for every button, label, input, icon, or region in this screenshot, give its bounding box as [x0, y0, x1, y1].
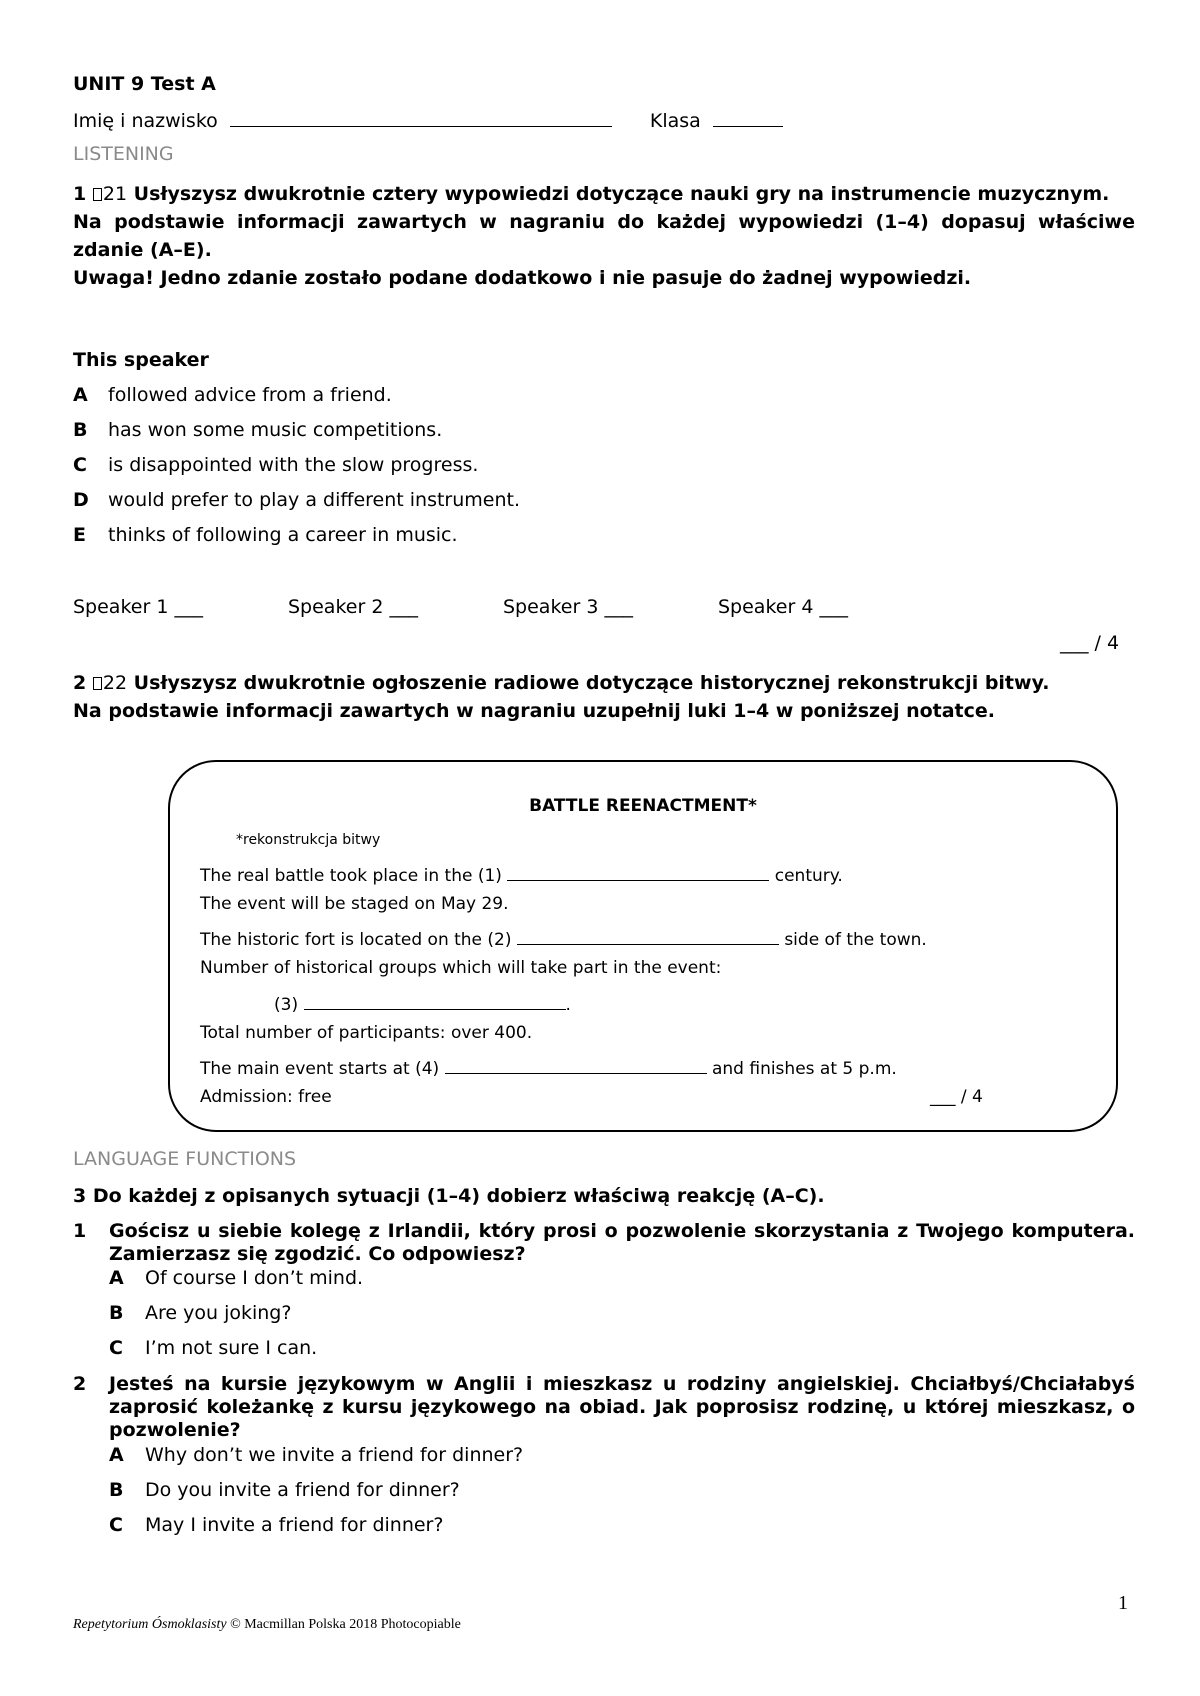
item-question: Gościsz u siebie kolegę z Irlandii, który prosi o pozwolenie skorzystania z Twojego komputera. Zamierzasz się zgodzić. Co odpowiesz? [109, 1220, 1135, 1265]
task1-instruction-1: Usłyszysz dwukrotnie cztery wypowiedzi dotyczące nauki gry na instrumencie muzycznym. [133, 183, 1110, 205]
option-text: May I invite a friend for dinner? [145, 1514, 444, 1536]
class-label: Klasa [649, 110, 701, 132]
option-text: Are you joking? [145, 1302, 292, 1324]
task2-track: 22 [102, 672, 128, 694]
task1-score: ___ / 4 [1060, 632, 1120, 654]
class-field[interactable] [713, 108, 783, 127]
note-line-1 [200, 862, 843, 886]
gap-2-field[interactable] [517, 926, 779, 945]
item-number: 1 [73, 1220, 87, 1242]
note-text: . [565, 995, 571, 1015]
speaker-3-answer[interactable]: Speaker 3 ___ [503, 596, 633, 618]
note-line-4: Number of historical groups which will take part in the event: [200, 958, 722, 978]
task1-lead: This speaker [73, 349, 209, 371]
note-text: century. [774, 866, 843, 886]
note-title: BATTLE REENACTMENT* [529, 796, 757, 816]
speaker-4-answer[interactable]: Speaker 4 ___ [718, 596, 848, 618]
task2-instruction-2: Na podstawie informacji zawartych w nagraniu uzupełnij luki 1–4 w poniższej notatce. [73, 700, 996, 722]
note-line-2: The event will be staged on May 29. [200, 894, 509, 914]
item-2-options [73, 1444, 1073, 1544]
option-text: Of course I don’t mind. [145, 1267, 364, 1289]
speaker-2-answer[interactable]: Speaker 2 ___ [288, 596, 418, 618]
option-letter: D [73, 489, 89, 511]
note-line-8: Admission: free [200, 1087, 332, 1107]
footer [73, 1617, 461, 1633]
note-text: side of the town. [784, 930, 927, 950]
note-text: (3) [274, 995, 299, 1015]
name-row [73, 108, 783, 132]
audio-track-icon [93, 188, 102, 201]
task1-options [73, 384, 1073, 564]
note-line-7 [200, 1055, 897, 1079]
name-label: Imię i nazwisko [73, 110, 218, 132]
task2-number: 2 [73, 672, 87, 694]
test-title: UNIT 9 Test A [73, 73, 216, 95]
option-text: followed advice from a friend. [108, 384, 392, 406]
option-text: has won some music competitions. [108, 419, 443, 441]
footer-book-title: Repetytorium Ósmoklasisty [73, 1617, 227, 1632]
task2-instruction-1: Usłyszysz dwukrotnie ogłoszenie radiowe dotyczące historycznej rekonstrukcji bitwy. [133, 672, 1050, 694]
section-heading-listening: LISTENING [73, 143, 174, 165]
option-letter: C [109, 1337, 123, 1359]
name-field[interactable] [230, 108, 612, 127]
option-text: Why don’t we invite a friend for dinner? [145, 1444, 524, 1466]
option-letter: A [109, 1444, 124, 1466]
option-letter: B [109, 1302, 124, 1324]
note-text: The main event starts at (4) [200, 1059, 440, 1079]
note-text: The real battle took place in the (1) [200, 866, 502, 886]
task1-track: 21 [102, 183, 128, 205]
option-text: Do you invite a friend for dinner? [145, 1479, 460, 1501]
note-line-5 [274, 991, 571, 1015]
option-text: would prefer to play a different instrument. [108, 489, 521, 511]
option-text: thinks of following a career in music. [108, 524, 458, 546]
item-1-options [73, 1267, 1073, 1367]
task2-score: ___ / 4 [930, 1087, 983, 1107]
note-text: and finishes at 5 p.m. [711, 1059, 897, 1079]
option-letter: A [109, 1267, 124, 1289]
task1-number: 1 [73, 183, 87, 205]
footer-copyright: © Macmillan Polska 2018 Photocopiable [230, 1617, 461, 1632]
task3-instruction: 3 Do każdej z opisanych sytuacji (1–4) dobierz właściwą reakcję (A–C). [73, 1185, 825, 1207]
option-letter: B [109, 1479, 124, 1501]
option-letter: E [73, 524, 86, 546]
section-heading-language-functions: LANGUAGE FUNCTIONS [73, 1148, 297, 1170]
option-letter: C [73, 454, 87, 476]
option-text: is disappointed with the slow progress. [108, 454, 479, 476]
task1-instructions [73, 180, 1135, 292]
gap-4-field[interactable] [445, 1055, 707, 1074]
task2-instructions [73, 669, 1135, 725]
note-footnote: *rekonstrukcja bitwy [236, 832, 381, 848]
speaker-1-answer[interactable]: Speaker 1 ___ [73, 596, 203, 618]
option-text: I’m not sure I can. [145, 1337, 318, 1359]
audio-track-icon [93, 677, 102, 690]
task1-instruction-2: Na podstawie informacji zawartych w nagraniu do każdej wypowiedzi (1–4) dopasuj właściwe zdanie (A–E). [73, 211, 1135, 261]
note-line-3 [200, 926, 927, 950]
task1-instruction-3: Uwaga! Jedno zdanie zostało podane dodatkowo i nie pasuje do żadnej wypowiedzi. [73, 267, 972, 289]
item-number: 2 [73, 1373, 87, 1395]
note-text: The historic fort is located on the (2) [200, 930, 512, 950]
gap-1-field[interactable] [507, 862, 769, 881]
page-number: 1 [1118, 1592, 1128, 1614]
option-letter: B [73, 419, 88, 441]
option-letter: A [73, 384, 88, 406]
option-letter: C [109, 1514, 123, 1536]
gap-3-field[interactable] [304, 991, 566, 1010]
note-line-6: Total number of participants: over 400. [200, 1023, 533, 1043]
item-question: Jesteś na kursie językowym w Anglii i mieszkasz u rodziny angielskiej. Chciałbyś/Chciałabyś zaprosić koleżankę z kursu językowego na obiad. Jak poprosisz rodzinę, u której mieszkasz, o pozwolenie? [109, 1373, 1135, 1441]
